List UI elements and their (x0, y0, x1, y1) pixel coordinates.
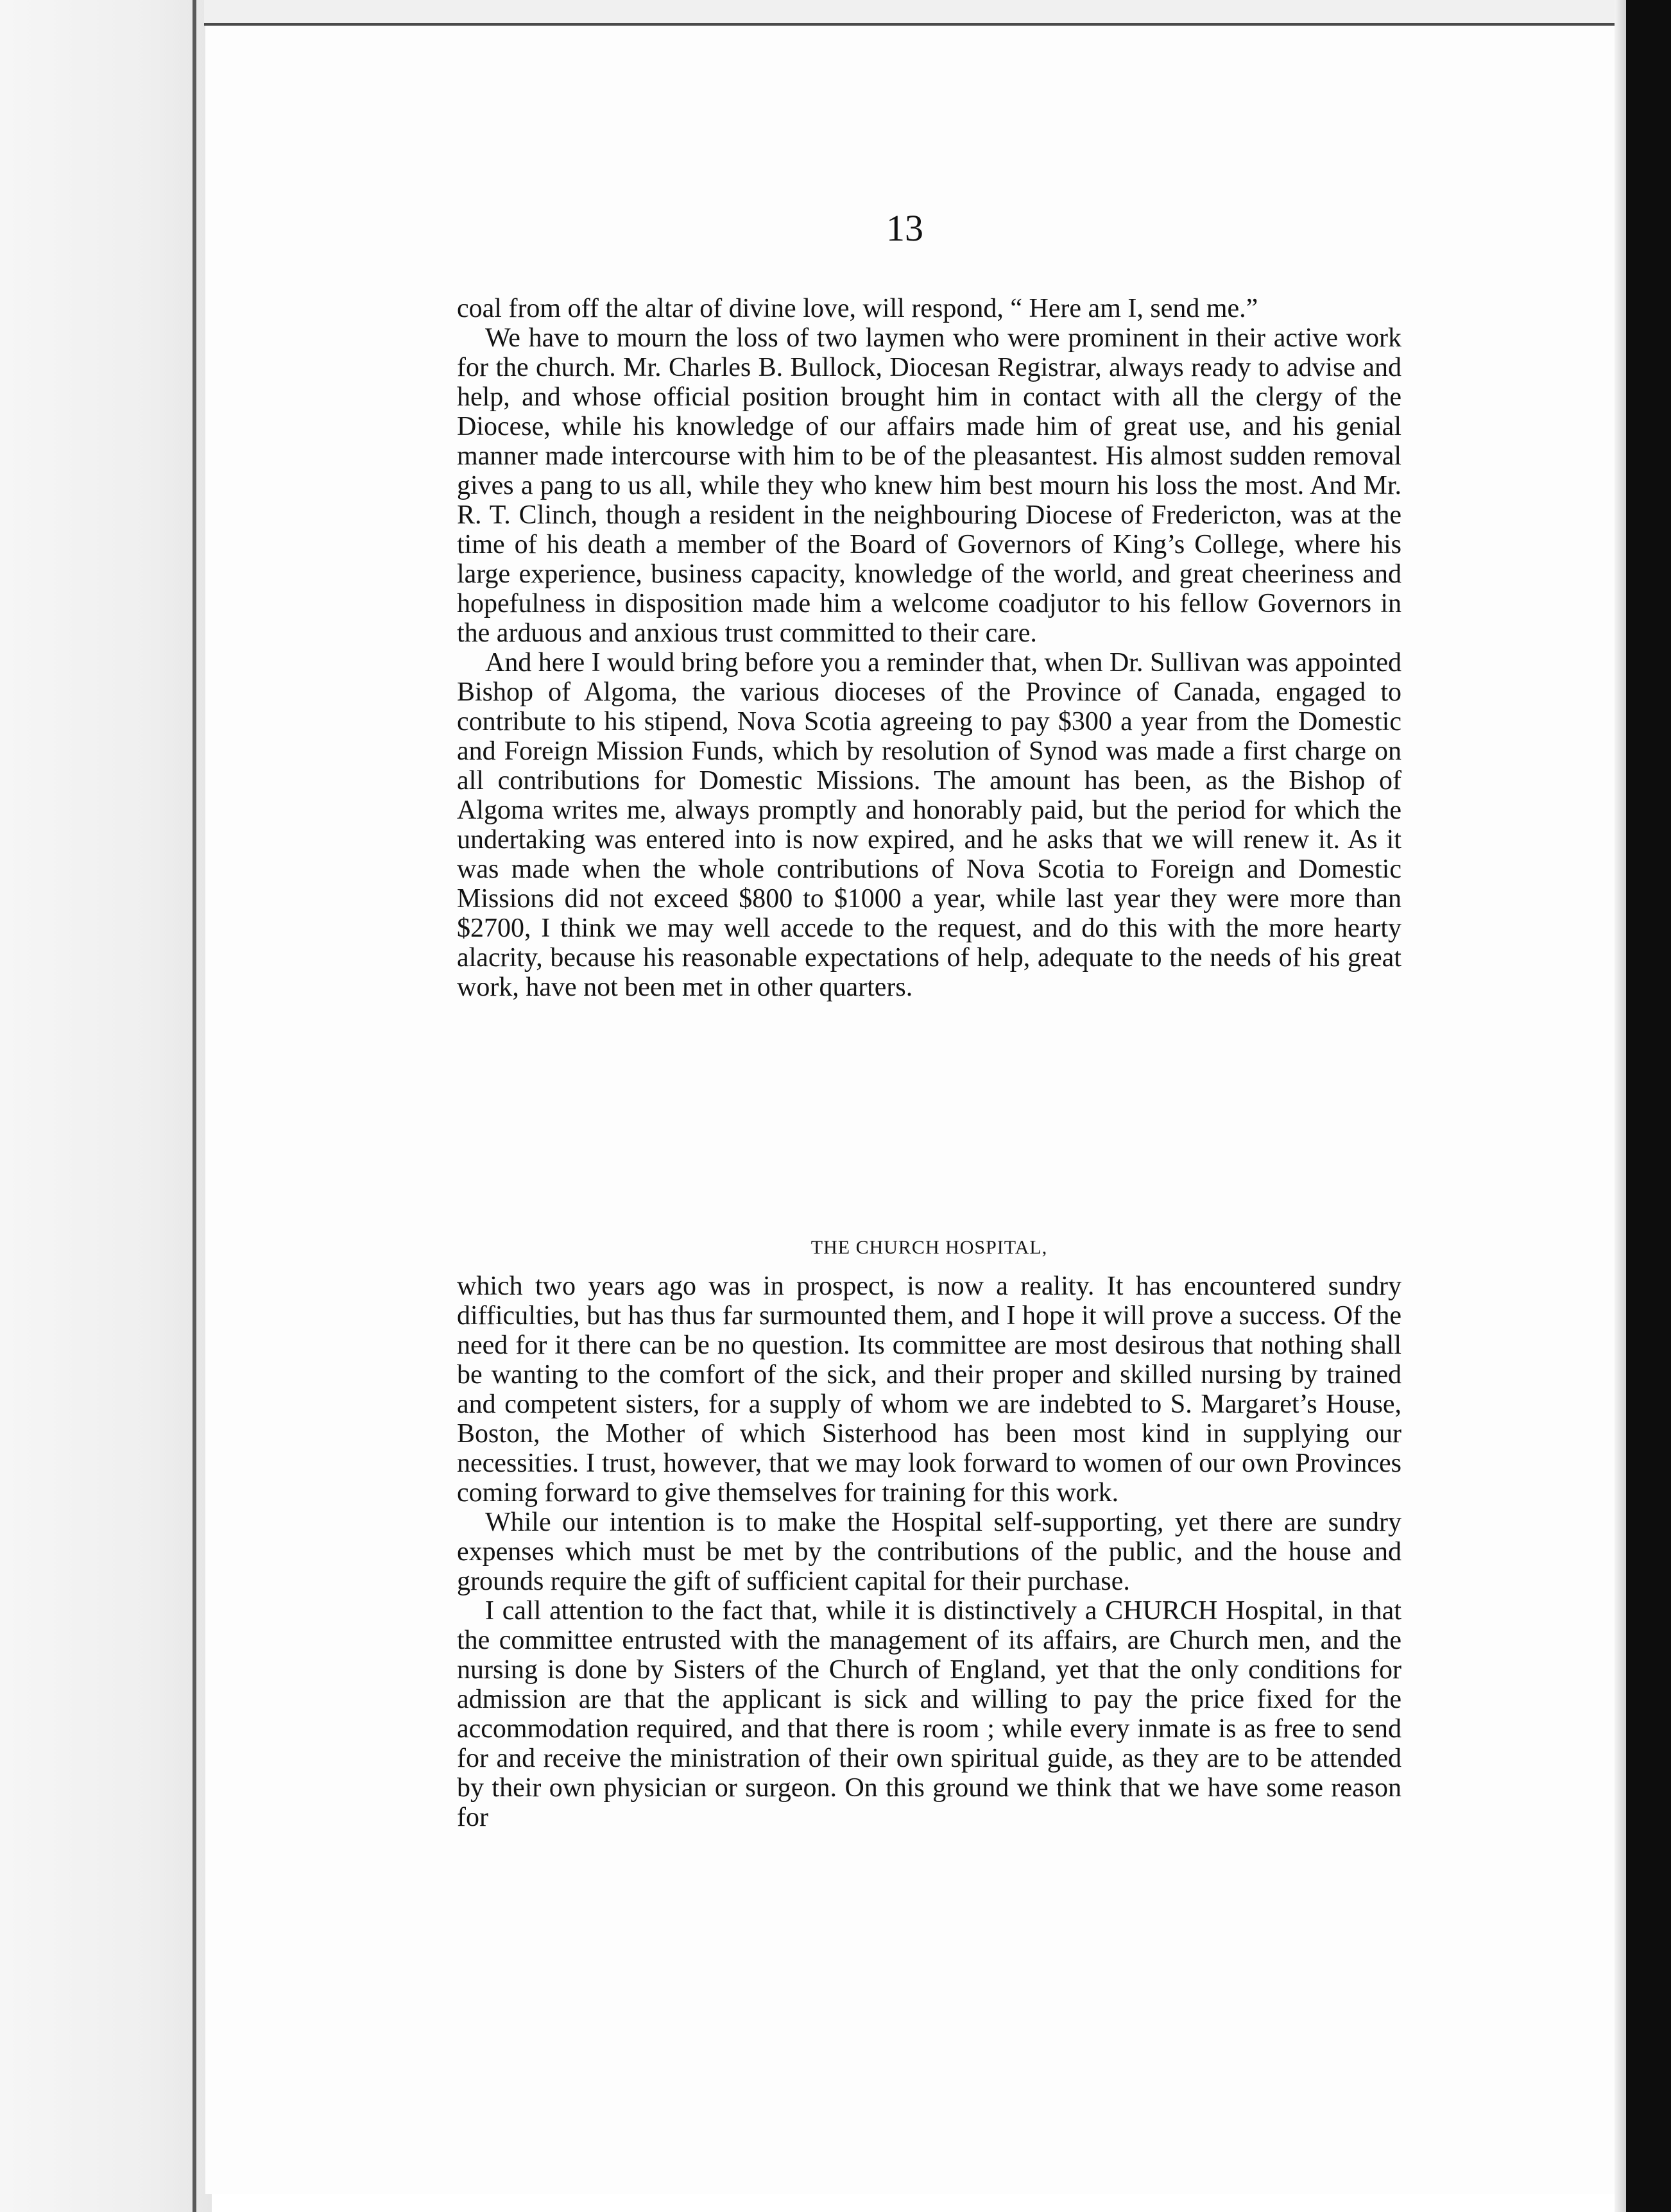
page-number: 13 (886, 207, 923, 249)
top-page-edge (204, 0, 1671, 26)
page-edge-shadow (1615, 0, 1626, 2212)
body-text-top (457, 294, 1401, 1002)
paragraph-attention: I call attention to the fact that, while it is distinctively a CHURCH Hospital, in that the committee entrusted with the management of its affairs, are Church men, and the nursing is done by Sisters of the Church of England, yet that the only conditions for admission are that the applicant is sick and willing to pay the price fixed for the accommodation required, and that there is room ; while every inmate is as free to send for and receive the ministration of their own spiritual guide, as they are to be attended by their own physician or surgeon. On this ground we think that we have some reason for (457, 1596, 1401, 1832)
book-gutter-line (193, 0, 196, 2212)
paragraph-laymen: We have to mourn the loss of two laymen who were prominent in their active work for the church. Mr. Charles B. Bullock, Diocesan Registrar, always ready to advise and help, and whose official position brought him in contact with all the clergy of the Diocese, while his knowledge of our affairs made him of great use, and his genial manner made intercourse with him to be of the pleasantest. His almost sudden removal gives a pang to us all, while they who knew him best mourn his loss the most. And Mr. R. T. Clinch, though a resident in the neighbouring Diocese of Fredericton, was at the time of his death a member of the Board of Governors of King’s College, where his large experience, business capacity, knowledge of the world, and great cheeriness and hopefulness in disposition made him a welcome coadjutor to his fellow Governors in the arduous and anxious trust committed to their care. (457, 323, 1401, 648)
facing-page-margin (0, 0, 212, 2212)
paragraph-algoma: And here I would bring before you a reminder that, when Dr. Sullivan was appointed Bishop of Algoma, the various dioceses of the Province of Canada, engaged to contribute to his stipend, Nova Scotia agreeing to pay $300 a year from the Domestic and Foreign Mission Funds, which by resolution of Synod was made a first charge on all contributions for Domestic Missions. The amount has been, as the Bishop of Algoma writes me, always promptly and honorably paid, but the period for which the undertaking was entered into is now expired, and he asks that we will renew it. As it was made when the whole contributions of Nova Scotia to Foreign and Domestic Missions did not exceed $800 to $1000 a year, while last year they were more than $2700, I think we may well accede to the request, and do this with the more hearty alacrity, because his reasonable expectations of help, adequate to the needs of his great work, have not been met in other quarters. (457, 648, 1401, 1002)
paragraph-hospital: which two years ago was in prospect, is now a reality. It has encountered sundry difficulties, but has thus far surmounted them, and I hope it will prove a success. Of the need for it there can be no question. Its committee are most desirous that nothing shall be wanting to the comfort of the sick, and their proper and skilled nursing by trained and competent sisters, for a supply of whom we are indebted to S. Margaret’s House, Boston, the Mother of which Sisterhood has been most kind in supplying our necessities. I trust, however, that we may look forward to women of our own Provinces coming forward to give themselves for training for this work. (457, 1272, 1401, 1508)
body-text-hospital (457, 1233, 1401, 1263)
paragraph-intention: While our intention is to make the Hospital self-supporting, yet there are sundry expenses which must be met by the contributions of the public, and the house and grounds require the gift of sufficient capital for their purchase. (457, 1508, 1401, 1596)
body-text-bottom (457, 1272, 1401, 1832)
section-heading: THE CHURCH HOSPITAL, (810, 1237, 1048, 1258)
scan-right-border (1626, 0, 1671, 2212)
paragraph-continued: coal from off the altar of divine love, will respond, “ Here am I, send me.” (457, 294, 1258, 323)
